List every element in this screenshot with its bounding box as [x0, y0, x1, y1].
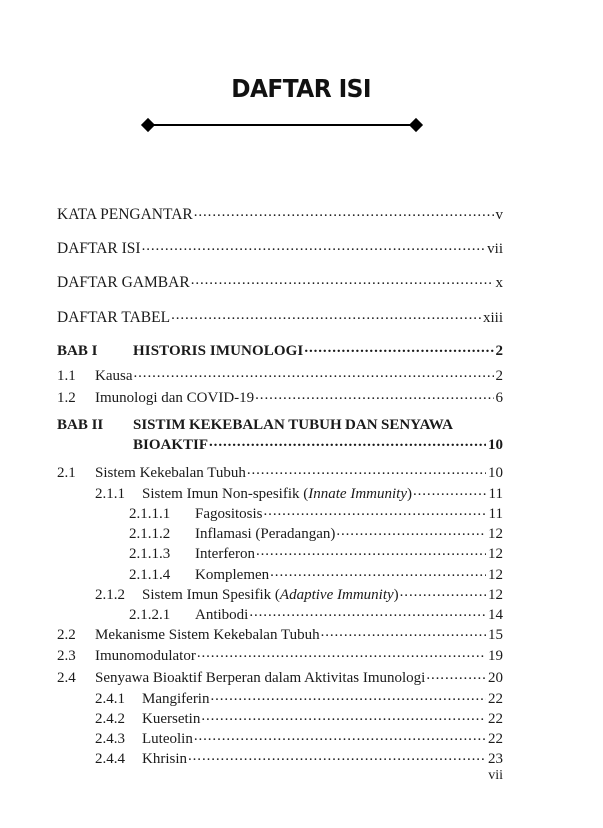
label-text-emphasis: Adaptive Immunity: [279, 586, 394, 603]
toc-entry-2-4-4[interactable]: [57, 751, 503, 769]
dot-leader: [249, 604, 486, 622]
chapter-word: TUBUH: [288, 417, 342, 434]
toc-entry-2-4-1[interactable]: [57, 691, 503, 709]
dot-leader: [188, 748, 486, 766]
section-label: Senyawa Bioaktif Berperan dalam Aktivitas Imunologi: [95, 669, 426, 686]
section-number: 2.1.1.2: [129, 526, 171, 543]
chapter-word: SENYAWA: [380, 417, 453, 434]
dot-leader: [134, 365, 494, 383]
section-number: 2.1.1.1: [129, 506, 171, 523]
section-page: 23: [488, 751, 503, 768]
section-label: [142, 587, 399, 605]
toc-chapter-1[interactable]: [57, 343, 503, 361]
toc-entry-1-2[interactable]: [57, 390, 503, 408]
section-number: 2.4: [57, 669, 76, 686]
label-text-pre: Sistem Imun Non-spesifik (: [142, 485, 309, 502]
section-number: 2.1.2.1: [129, 607, 171, 623]
dot-leader: [209, 434, 486, 452]
toc-entry-2-1-1-1[interactable]: [57, 506, 503, 524]
section-page: 11: [488, 485, 503, 502]
toc-entry-2-4-2[interactable]: [57, 711, 503, 729]
section-number: 2.1: [57, 464, 76, 481]
chapter-number: BAB II: [57, 417, 104, 434]
label-text-pre: Sistem Imun Spesifik (: [142, 586, 280, 603]
section-label: Khrisin: [142, 751, 187, 768]
title-divider: [143, 117, 421, 133]
dot-leader: [142, 238, 486, 256]
section-page: 12: [488, 526, 503, 543]
dot-leader: [400, 584, 486, 602]
chapter-word: KEKEBALAN: [188, 417, 285, 434]
dot-leader: [426, 667, 486, 685]
toc-entry-page: vii: [487, 241, 503, 258]
toc-entry-2-1[interactable]: [57, 465, 503, 483]
section-number: 2.1.1.3: [129, 546, 171, 563]
toc-entry-page: x: [495, 275, 503, 292]
section-label: Mekanisme Sistem Kekebalan Tubuh: [95, 627, 320, 644]
toc-entry-2-1-1[interactable]: [57, 486, 503, 504]
chapter-page: 10: [488, 437, 503, 453]
section-label: Imunomodulator: [95, 648, 196, 665]
section-page: 19: [488, 648, 503, 665]
section-label: Antibodi: [195, 607, 249, 623]
section-number: 2.4.1: [95, 690, 125, 707]
section-page: 15: [488, 627, 503, 644]
chapter-2-line-1: [57, 417, 503, 435]
dot-leader: [304, 340, 493, 358]
toc-entry-page: v: [495, 207, 503, 223]
chapter-label: BIOAKTIF: [133, 437, 209, 453]
toc-entry-2-1-2-1[interactable]: [57, 607, 503, 625]
section-number: 1.2: [57, 389, 76, 406]
dot-leader: [413, 483, 487, 501]
section-label: Luteolin: [142, 731, 193, 748]
section-page: 2: [495, 368, 503, 385]
dot-leader: [194, 728, 486, 746]
dot-leader: [201, 708, 486, 726]
toc-entry-2-3[interactable]: [57, 648, 503, 666]
section-page: 22: [488, 710, 503, 727]
toc-chapter-2[interactable]: [57, 417, 503, 454]
dot-leader: [336, 523, 486, 541]
divider-rule: [148, 124, 416, 126]
section-page: 11: [488, 506, 503, 523]
section-page: 22: [488, 690, 503, 707]
toc-entry-front[interactable]: [57, 240, 503, 259]
section-number: 1.1: [57, 368, 76, 385]
toc-entry-label: KATA PENGANTAR: [57, 206, 193, 223]
section-number: 2.3: [57, 648, 76, 665]
toc-entry-page: xiii: [482, 309, 503, 326]
dot-leader: [197, 645, 486, 663]
chapter-label: HISTORIS IMUNOLOGI: [133, 342, 304, 359]
toc-entry-label: DAFTAR ISI: [57, 240, 141, 258]
section-label: Imunologi dan COVID-19: [95, 389, 255, 406]
toc-entry-2-1-1-3[interactable]: [57, 546, 503, 564]
section-page: 22: [488, 731, 503, 748]
section-label: [142, 486, 412, 504]
dot-leader: [194, 204, 494, 222]
section-number: 2.1.2: [95, 586, 125, 603]
dot-leader: [191, 272, 494, 290]
section-page: 12: [488, 546, 503, 563]
section-label: Komplemen: [195, 566, 270, 583]
section-label: Inflamasi (Peradangan): [195, 526, 336, 543]
dot-leader: [247, 462, 486, 480]
page-footer: [0, 768, 503, 784]
page-title: DAFTAR ISI: [231, 74, 372, 103]
footer-page-number: vii: [488, 768, 503, 783]
page-title-block: [0, 74, 603, 103]
section-page: 12: [488, 586, 503, 603]
toc-entry-1-1[interactable]: [57, 368, 503, 386]
table-of-contents: [57, 206, 503, 772]
toc-entry-front[interactable]: [57, 206, 503, 225]
chapter-word: DAN: [345, 417, 378, 434]
chapter-word: SISTIM: [133, 417, 186, 434]
chapter-page: 2: [495, 342, 503, 359]
toc-entry-2-2[interactable]: [57, 627, 503, 645]
diamond-right-icon: [409, 118, 423, 132]
chapter-2-line-2: [57, 437, 503, 455]
toc-entry-label: DAFTAR GAMBAR: [57, 274, 190, 292]
section-number: 2.1.1: [95, 485, 125, 502]
toc-entry-front[interactable]: [57, 309, 503, 328]
toc-entry-2-1-1-4[interactable]: [57, 567, 503, 585]
label-text-post: ): [393, 586, 399, 603]
section-number: 2.1.1.4: [129, 566, 171, 583]
dot-leader: [264, 503, 487, 521]
section-page: 10: [488, 464, 503, 481]
section-number: 2.4.2: [95, 710, 125, 727]
section-page: 6: [495, 389, 503, 406]
section-label: Mangiferin: [142, 690, 210, 707]
dot-leader: [256, 543, 486, 561]
section-page: 14: [488, 607, 503, 623]
section-number: 2.2: [57, 627, 76, 644]
label-text-emphasis: Innate Immunity: [308, 485, 407, 502]
section-label: Interferon: [195, 546, 255, 563]
section-label: Fagositosis: [195, 506, 263, 523]
toc-entry-2-1-2[interactable]: [57, 587, 503, 605]
chapter-number: BAB I: [57, 342, 98, 359]
toc-entry-front[interactable]: [57, 274, 503, 293]
section-page: 12: [488, 566, 503, 583]
chapter-title-words: [133, 417, 503, 435]
toc-entry-2-4[interactable]: [57, 670, 503, 688]
section-number: 2.4.3: [95, 731, 125, 748]
section-page: 20: [488, 669, 503, 686]
section-number: 2.4.4: [95, 751, 125, 768]
toc-entry-2-4-3[interactable]: [57, 731, 503, 749]
toc-entry-label: DAFTAR TABEL: [57, 308, 171, 326]
dot-leader: [270, 564, 486, 582]
section-label: Kuersetin: [142, 710, 201, 727]
dot-leader: [255, 387, 493, 405]
dot-leader: [321, 624, 486, 642]
dot-leader: [171, 307, 481, 325]
toc-entry-2-1-1-2[interactable]: [57, 526, 503, 544]
label-text-post: ): [406, 485, 412, 502]
section-label: Kausa: [95, 368, 133, 385]
section-label: Sistem Kekebalan Tubuh: [95, 464, 246, 481]
dot-leader: [210, 688, 486, 706]
